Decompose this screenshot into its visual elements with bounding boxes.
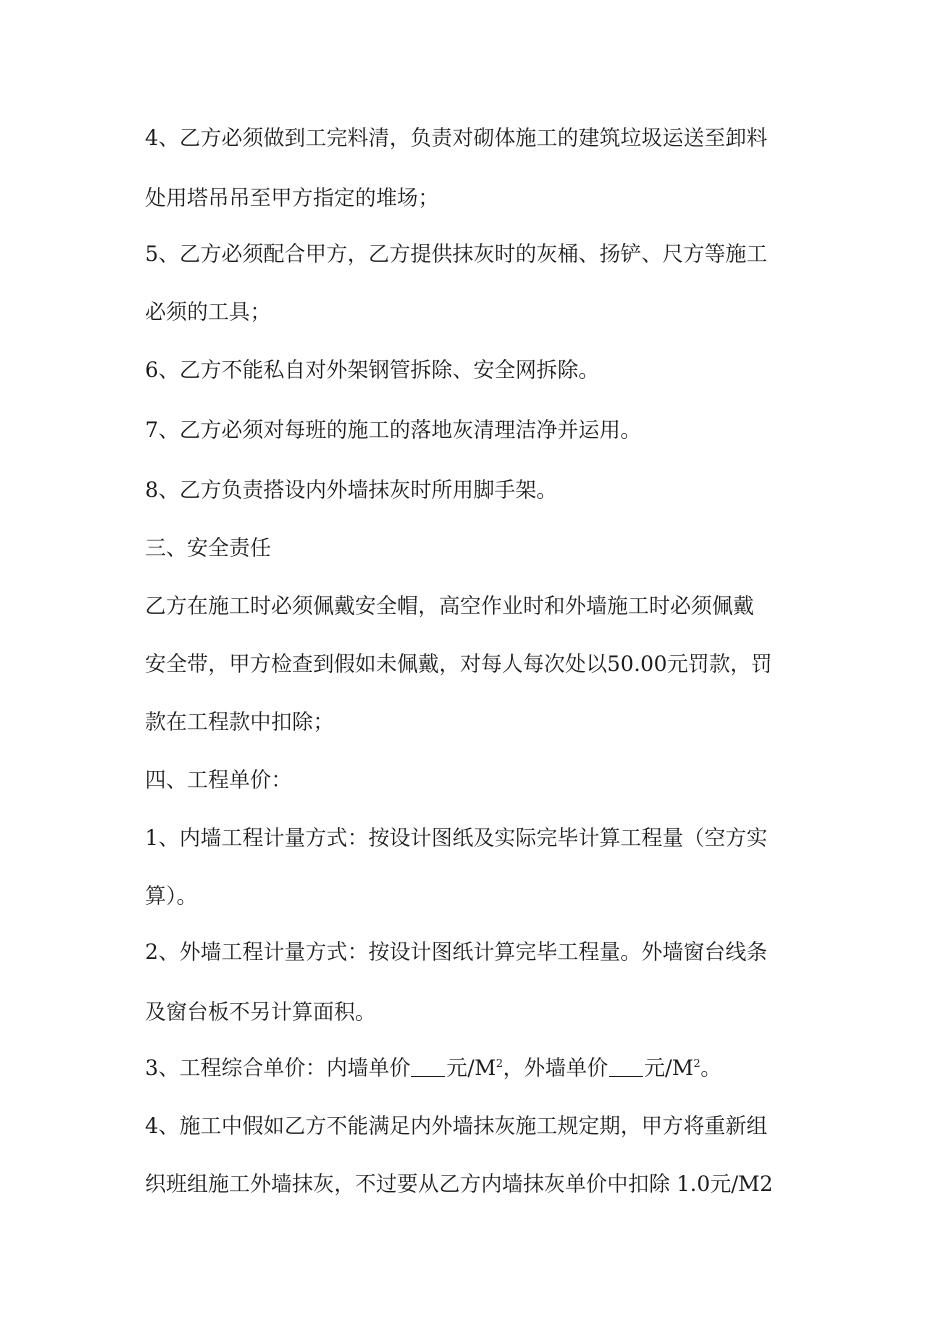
text-line: 2、外墙工程计量方式：按设计图纸计算完毕工程量。外墙窗台线条: [145, 940, 768, 964]
text-line: 织班组施工外墙抹灰，不过要从乙方内墙抹灰单价中扣除 1.0元/M2: [145, 1172, 774, 1196]
inner-price-blank: [411, 1057, 445, 1077]
text-line: 必须的工具；: [145, 300, 271, 324]
text-line: 款在工程款中扣除；: [145, 710, 334, 734]
text-line: 算）。: [145, 884, 198, 908]
price-middle: ，外墙单价: [502, 1056, 608, 1080]
text-line: 8、乙方负责搭设内外墙抹灰时所用脚手架。: [145, 478, 558, 502]
superscript: 2: [495, 1057, 503, 1070]
text-line: 4、乙方必须做到工完料清，负责对砌体施工的建筑垃圾运送至卸料: [145, 126, 768, 150]
price-suffix: 。: [700, 1056, 722, 1080]
price-line: [145, 1054, 825, 1082]
section-heading-safety: 三、安全责任: [145, 536, 271, 560]
text-line: 4、施工中假如乙方不能满足内外墙抹灰施工规定期，甲方将重新组: [145, 1114, 768, 1138]
text-line: 及窗台板不另计算面积。: [145, 1000, 376, 1024]
text-line: 安全带，甲方检查到假如未佩戴，对每人每次处以50.00元罚款，罚: [145, 652, 773, 676]
text-line: 6、乙方不能私自对外架钢管拆除、安全网拆除。: [145, 358, 600, 382]
text-line: 乙方在施工时必须佩戴安全帽，高空作业时和外墙施工时必须佩戴: [145, 594, 754, 618]
price-unit: 元/M: [446, 1056, 496, 1080]
text-line: 1、内墙工程计量方式：按设计图纸及实际完毕计算工程量（空方实: [145, 826, 768, 850]
text-line: 5、乙方必须配合甲方，乙方提供抹灰时的灰桶、扬铲、尺方等施工: [145, 242, 768, 266]
text-line: 处用塔吊吊至甲方指定的堆场；: [145, 186, 439, 210]
text-line: 7、乙方必须对每班的施工的落地灰清理洁净并运用。: [145, 418, 642, 442]
superscript: 2: [693, 1057, 701, 1070]
section-heading-unit-price: 四、工程单价：: [145, 768, 292, 792]
price-prefix: 3、工程综合单价：内墙单价: [145, 1056, 411, 1080]
price-unit: 元/M: [643, 1056, 694, 1080]
outer-price-blank: [609, 1057, 643, 1077]
